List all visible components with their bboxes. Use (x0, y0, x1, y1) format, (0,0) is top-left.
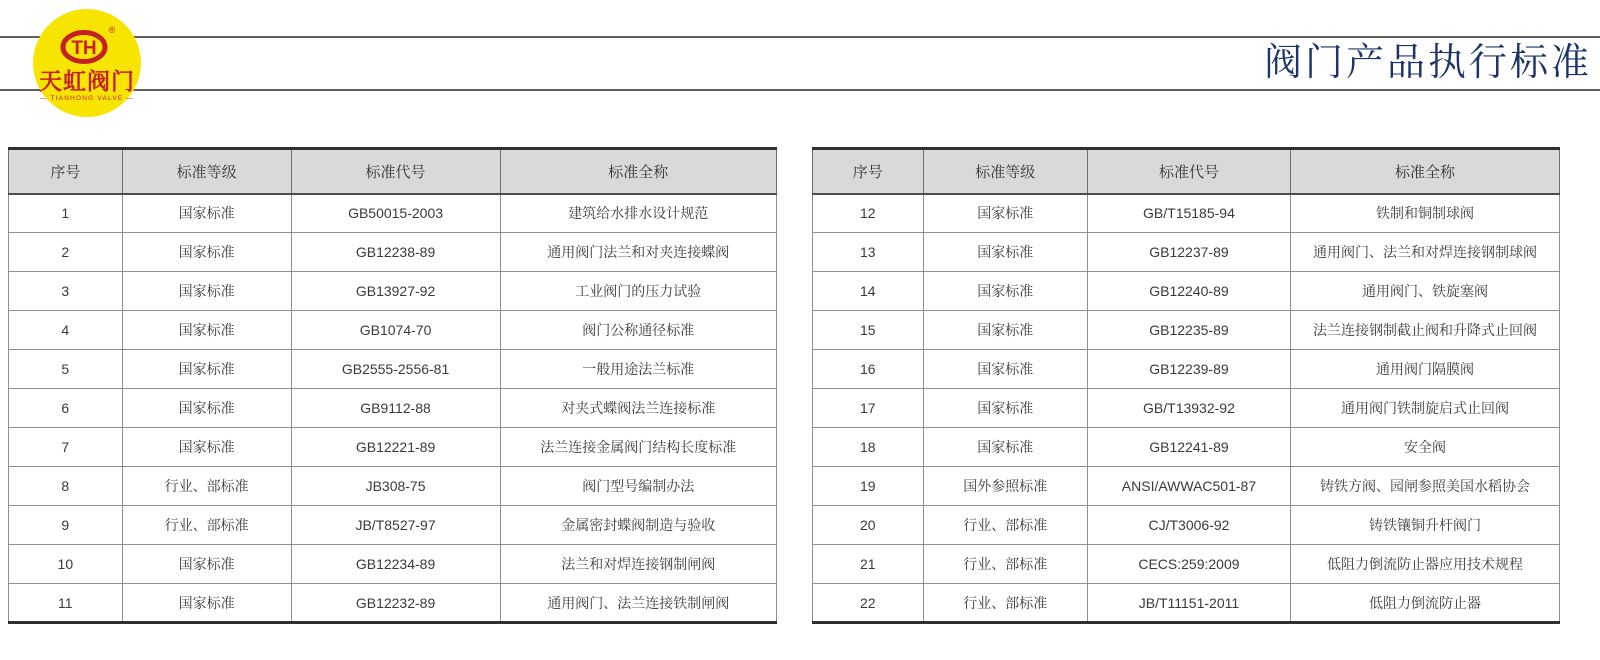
table-cell: CECS:259:2009 (1087, 545, 1290, 584)
table-cell: GB12240-89 (1087, 272, 1290, 311)
table-cell: 19 (813, 467, 924, 506)
table-cell: 行业、部标准 (122, 467, 291, 506)
table-row (9, 545, 777, 584)
header-row (813, 149, 1560, 194)
table-row (9, 233, 777, 272)
table-cell: GB12235-89 (1087, 311, 1290, 350)
table-row (813, 545, 1560, 584)
table-cell: GB12239-89 (1087, 350, 1290, 389)
table-cell: 国家标准 (923, 311, 1087, 350)
table-row (813, 428, 1560, 467)
table-row (813, 506, 1560, 545)
table-cell: JB/T8527-97 (291, 506, 500, 545)
table-cell: 安全阀 (1291, 428, 1560, 467)
table-cell: 工业阀门的压力试验 (500, 272, 777, 311)
table-row (9, 584, 777, 623)
table-cell: 国家标准 (122, 389, 291, 428)
table-row (813, 311, 1560, 350)
table-cell: 通用阀门隔膜阀 (1291, 350, 1560, 389)
table-cell: CJ/T3006-92 (1087, 506, 1290, 545)
table-cell: 国家标准 (122, 311, 291, 350)
table-cell: 金属密封蝶阀制造与验收 (500, 506, 777, 545)
table-cell: GB12221-89 (291, 428, 500, 467)
logo-emblem-icon (55, 24, 119, 68)
table-row (813, 584, 1560, 623)
table-cell: 国家标准 (122, 584, 291, 623)
table-cell: 低阻力倒流防止器 (1291, 584, 1560, 623)
top-rule-line (0, 36, 1600, 38)
table-cell: GB2555-2556-81 (291, 350, 500, 389)
table-cell: 通用阀门法兰和对夹连接蝶阀 (500, 233, 777, 272)
table-cell: JB/T11151-2011 (1087, 584, 1290, 623)
table-cell: 通用阀门、法兰连接铁制闸阀 (500, 584, 777, 623)
table-cell: 国家标准 (923, 272, 1087, 311)
table-cell: 10 (9, 545, 123, 584)
table-cell: 12 (813, 194, 924, 233)
table-cell: 国家标准 (122, 272, 291, 311)
table-row (9, 428, 777, 467)
table-cell: 法兰和对焊连接钢制闸阀 (500, 545, 777, 584)
header-row (9, 149, 777, 194)
table-header (9, 149, 777, 194)
table-cell: 5 (9, 350, 123, 389)
column-header: 序号 (9, 149, 123, 194)
table-row (813, 272, 1560, 311)
table-cell: 铁制和铜制球阀 (1291, 194, 1560, 233)
table-cell: 国家标准 (923, 350, 1087, 389)
logo-brand-english: — TIANHONG VALVE — (40, 94, 134, 104)
table-cell: 13 (813, 233, 924, 272)
table-row (9, 506, 777, 545)
table-cell: GB13927-92 (291, 272, 500, 311)
table-cell: GB/T13932-92 (1087, 389, 1290, 428)
table-cell: 22 (813, 584, 924, 623)
table-cell: 国家标准 (923, 428, 1087, 467)
table-cell: 17 (813, 389, 924, 428)
table-cell: 通用阀门铁制旋启式止回阀 (1291, 389, 1560, 428)
column-header: 标准等级 (923, 149, 1087, 194)
standards-table-left (8, 147, 777, 624)
table-cell: 行业、部标准 (923, 545, 1087, 584)
table-cell: 16 (813, 350, 924, 389)
table-cell: 阀门型号编制办法 (500, 467, 777, 506)
table-header (813, 149, 1560, 194)
table-cell: 9 (9, 506, 123, 545)
table-cell: 2 (9, 233, 123, 272)
table-row (813, 194, 1560, 233)
table-cell: 1 (9, 194, 123, 233)
table-cell: 法兰连接钢制截止阀和升降式止回阀 (1291, 311, 1560, 350)
table-cell: 行业、部标准 (122, 506, 291, 545)
table-cell: 14 (813, 272, 924, 311)
table-cell: 20 (813, 506, 924, 545)
table-cell: GB12241-89 (1087, 428, 1290, 467)
table-cell: 建筑给水排水设计规范 (500, 194, 777, 233)
table-cell: 法兰连接金属阀门结构长度标准 (500, 428, 777, 467)
column-header: 标准全称 (500, 149, 777, 194)
table-row (9, 467, 777, 506)
table-cell: 4 (9, 311, 123, 350)
table-row (813, 467, 1560, 506)
table-cell: 行业、部标准 (923, 584, 1087, 623)
table-row (813, 389, 1560, 428)
table-cell: GB/T15185-94 (1087, 194, 1290, 233)
table-cell: 国家标准 (122, 233, 291, 272)
table-cell: GB12237-89 (1087, 233, 1290, 272)
table-row (9, 389, 777, 428)
table-row (813, 350, 1560, 389)
svg-text:TH: TH (71, 38, 97, 59)
column-header: 标准代号 (1087, 149, 1290, 194)
table-cell: 8 (9, 467, 123, 506)
table-cell: 18 (813, 428, 924, 467)
bottom-rule-line (0, 89, 1600, 91)
table-cell: 15 (813, 311, 924, 350)
table-cell: GB12232-89 (291, 584, 500, 623)
table-cell: 国家标准 (122, 545, 291, 584)
table-cell: 国家标准 (923, 194, 1087, 233)
company-logo (33, 9, 141, 117)
table-row (9, 311, 777, 350)
table-cell: GB12234-89 (291, 545, 500, 584)
table-cell: 通用阀门、铁旋塞阀 (1291, 272, 1560, 311)
column-header: 序号 (813, 149, 924, 194)
table-cell: 国外参照标准 (923, 467, 1087, 506)
table-row (9, 350, 777, 389)
standards-table-right (812, 147, 1560, 624)
table-cell: ANSI/AWWAC501-87 (1087, 467, 1290, 506)
column-header: 标准全称 (1291, 149, 1560, 194)
page-title: 阀门产品执行标准 (1263, 42, 1592, 84)
table-cell: 阀门公称通径标准 (500, 311, 777, 350)
table-cell: GB12238-89 (291, 233, 500, 272)
table-cell: 通用阀门、法兰和对焊连接钢制球阀 (1291, 233, 1560, 272)
table-cell: 对夹式蝶阀法兰连接标准 (500, 389, 777, 428)
table-cell: 国家标准 (122, 194, 291, 233)
table-cell: GB1074-70 (291, 311, 500, 350)
column-header: 标准等级 (122, 149, 291, 194)
table-cell: 一般用途法兰标准 (500, 350, 777, 389)
table-cell: 铸铁方阀、园闸参照美国水稻协会 (1291, 467, 1560, 506)
table-cell: 低阻力倒流防止器应用技术规程 (1291, 545, 1560, 584)
table-body (813, 194, 1560, 623)
table-cell: 11 (9, 584, 123, 623)
table-row (813, 233, 1560, 272)
table-cell: 21 (813, 545, 924, 584)
table-cell: JB308-75 (291, 467, 500, 506)
table-cell: 行业、部标准 (923, 506, 1087, 545)
table-cell: 国家标准 (122, 350, 291, 389)
svg-text:®: ® (108, 25, 116, 35)
table-body (9, 194, 777, 623)
logo-brand-chinese: 天虹阀门 (39, 68, 135, 94)
table-cell: 国家标准 (923, 389, 1087, 428)
table-cell: 国家标准 (122, 428, 291, 467)
table-cell: 3 (9, 272, 123, 311)
table-cell: 国家标准 (923, 233, 1087, 272)
column-header: 标准代号 (291, 149, 500, 194)
table-cell: 铸铁镶铜升杆阀门 (1291, 506, 1560, 545)
table-cell: 6 (9, 389, 123, 428)
table-row (9, 194, 777, 233)
table-cell: 7 (9, 428, 123, 467)
table-row (9, 272, 777, 311)
table-cell: GB9112-88 (291, 389, 500, 428)
table-cell: GB50015-2003 (291, 194, 500, 233)
